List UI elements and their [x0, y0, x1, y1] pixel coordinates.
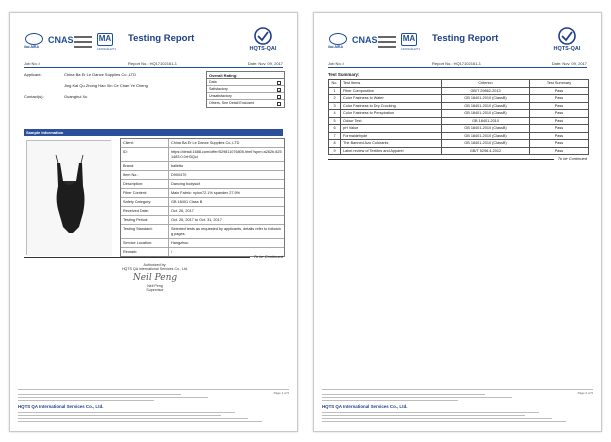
to-be-continued: To be Continued: [557, 156, 587, 161]
hqts-emblem-icon: [558, 27, 576, 45]
ilac-mra-logo: ilac-MRA: [328, 33, 350, 51]
divider: [328, 159, 554, 160]
applicant-row: Applicant: China Ba Er Le Dance Supplies Co.,LTD: [24, 72, 136, 77]
sample-photo: [26, 140, 111, 255]
rating-option: Others, See Detail Enclosed: [207, 100, 284, 107]
cnas-logo: CNAS: [48, 35, 74, 45]
info-row: ID: https://detail.1688.com/offer/529811076805.html?spm=a262b.8251483.0.0rH3QcI: [121, 148, 284, 162]
page-number: Page 1 of 5: [273, 391, 289, 395]
overall-rating-box: [206, 71, 285, 108]
bodysuit-image: [27, 141, 112, 256]
ma-logo: MA 140011111271: [97, 34, 117, 51]
job-number: Job No.:/: [328, 61, 345, 66]
test-summary-table: [328, 79, 589, 155]
report-number: Report No.: HQ17102161-1: [432, 61, 481, 66]
report-number: Report No.: HQ17102161-1: [128, 61, 177, 66]
info-row: Service Location: Hangzhou: [121, 239, 284, 248]
table-row: 8 The Banned Azo Colorants GB 18401-2010 (ClassB) Pass: [329, 140, 589, 148]
sample-info-table: [120, 138, 285, 257]
rating-option: Data: [207, 79, 284, 86]
table-header-row: No. Test Items Criterion Test Summary: [329, 80, 589, 88]
info-row: Fiber Content: Main Fabric: nylon72.1% spandex 27.9%: [121, 189, 284, 198]
table-row: 2 Color Fastness to Water GB 18401-2010 (ClassB) Pass: [329, 95, 589, 103]
overall-rating-title: Overall Rating:: [207, 72, 284, 79]
info-row: Remark: /: [121, 248, 284, 256]
authorizing-company: HQTS QA International Services Co., Ltd.: [121, 267, 189, 271]
report-page-1: [9, 12, 298, 432]
info-row: Testing Standard: Selected tests as requested by applicants, details refer to following pages.: [121, 225, 284, 239]
cnas-logo: CNAS: [352, 35, 378, 45]
hqts-emblem-icon: [254, 27, 272, 45]
info-row: Safety Category: GB 18401 Class B: [121, 198, 284, 207]
table-row: 9 Label review of Textiles and Apparel GB/T 5296.4-2012 Pass: [329, 147, 589, 155]
job-number: Job No.:/: [24, 61, 41, 66]
rating-checkbox: ✓: [278, 87, 282, 93]
to-be-continued: To be Continued: [253, 254, 283, 259]
report-date: Date: Nov. 09, 2017: [247, 61, 283, 66]
page-number: Page 2 of 5: [577, 391, 593, 395]
table-row: 1 Fiber Composition GB/T 29862-2013 Pass: [329, 87, 589, 95]
info-row: Brand: balletto: [121, 162, 284, 171]
info-row: Client: China Ba Er Le Dance Supplies Co.,LTD: [121, 139, 284, 148]
report-header: [328, 27, 587, 57]
test-summary-title: Test Summary:: [328, 72, 360, 77]
rating-checkbox: [277, 95, 281, 99]
hqts-logo: HQTS-QAI: [547, 27, 587, 57]
info-row: Testing Period: Oct. 26, 2017 to Oct. 31, 2017: [121, 216, 284, 225]
info-row: Item No.: D900470: [121, 171, 284, 180]
table-row: 5 Odour Test GB 18401-2010 Pass: [329, 117, 589, 125]
rating-checkbox: [277, 102, 281, 106]
report-meta-line: [328, 60, 587, 68]
authorization-block: [110, 263, 200, 292]
report-footer: [322, 389, 593, 425]
report-footer: [18, 389, 289, 425]
signatory-role: Supervisor: [146, 288, 164, 292]
footer-company: HQTS QA International Services Co., Ltd.: [322, 404, 408, 409]
report-date: Date: Nov. 09, 2017: [551, 61, 587, 66]
signatory-name: Neil Peng: [147, 284, 163, 288]
table-row: 4 Color Fastness to Perspiration GB 18401-2010 (ClassB) Pass: [329, 110, 589, 118]
authorized-by-label: Authorized by:: [143, 263, 167, 267]
cn-accreditation-mark: [74, 33, 94, 51]
report-title: Testing Report: [128, 33, 195, 44]
contact-row: Contact(s): Guanghui Xu: [24, 94, 88, 99]
report-header: [24, 27, 283, 57]
info-row: Description: Dancing bodysuit: [121, 180, 284, 189]
cn-accreditation-mark: [378, 33, 398, 51]
divider: [24, 257, 250, 258]
info-row: Received Date: Oct. 26, 2017: [121, 207, 284, 216]
rating-option: Satisfactory ✓: [207, 86, 284, 93]
report-title: Testing Report: [432, 33, 499, 44]
rating-checkbox: [277, 81, 281, 85]
ma-logo: MA 140011111271: [401, 34, 421, 51]
table-row: 3 Color Fastness to Dry Crocking GB 18401-2010 (ClassB) Pass: [329, 102, 589, 110]
applicant-block: [24, 71, 184, 104]
applicant-address-row: Jing Kai Qu Zhong Hao Xin Ce Chan Ye Cheng: [64, 83, 148, 88]
ilac-mra-logo: ilac-MRA: [24, 33, 46, 51]
sample-information-header: Sample Information: [24, 129, 283, 136]
signature: Neil Peng: [132, 273, 178, 283]
rating-option: Unsatisfactory: [207, 93, 284, 100]
report-meta-line: [24, 60, 283, 68]
report-page-2: [313, 12, 602, 432]
hqts-logo: HQTS-QAI: [243, 27, 283, 57]
table-row: 7 Formaldehyde GB 18401-2010 (ClassB) Pass: [329, 132, 589, 140]
table-row: 6 pH Value GB 18401-2010 (ClassB) Pass: [329, 125, 589, 133]
footer-company: HQTS QA International Services Co., Ltd.: [18, 404, 104, 409]
